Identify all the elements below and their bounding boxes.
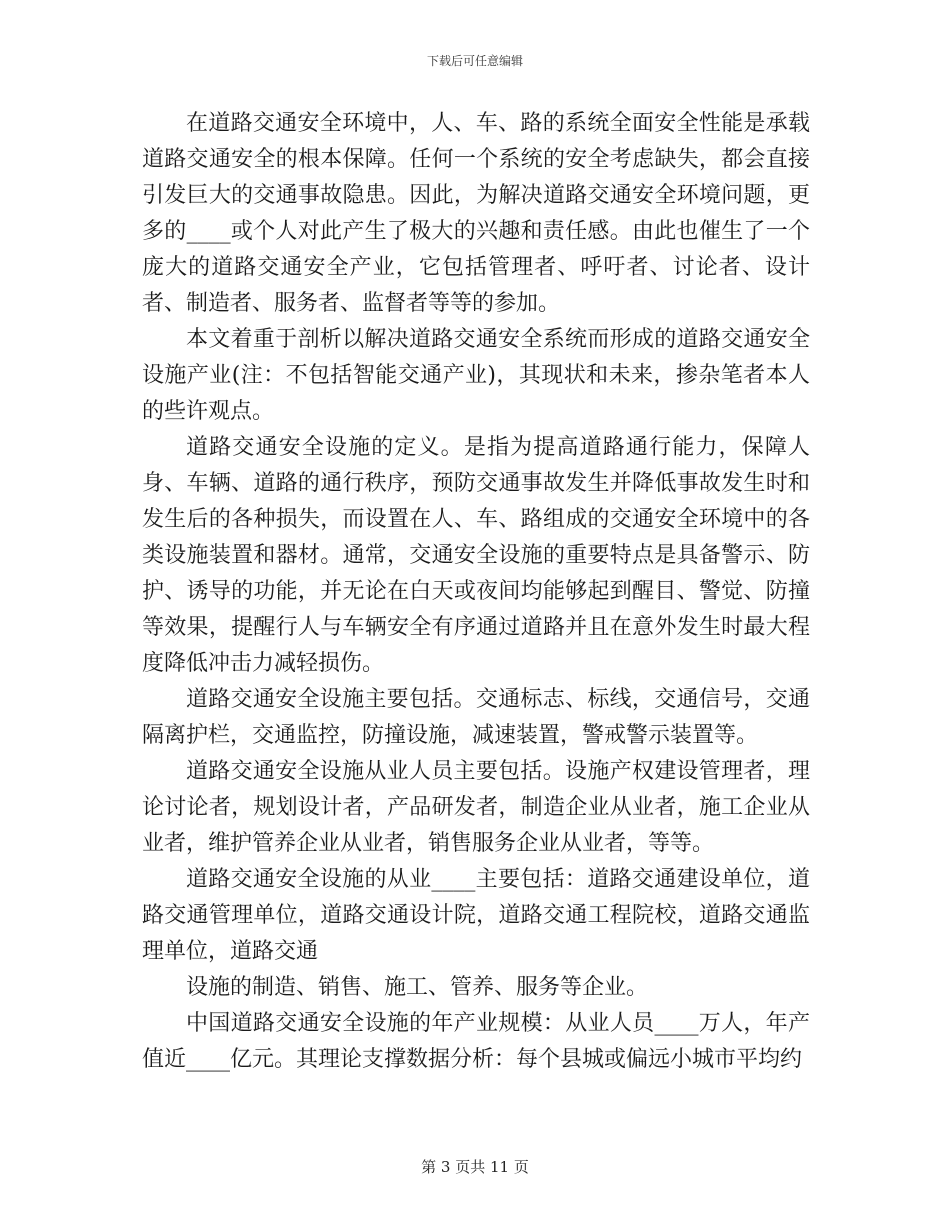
paragraph-intro: 在道路交通安全环境中，人、车、路的系统全面安全性能是承载道路交通安全的根本保障。任何一个系统的安全考虑缺失，都会直接引发巨大的交通事故隐患。因此，为解决道路交通安全环境问题，更多的____或个人对此产生了极大的兴趣和责任感。由此也催生了一个庞大的道路交通安全产业，它包括管理者、呼吁者、讨论者、设计者、制造者、服务者、监督者等等的参加。: [142, 111, 810, 316]
paragraph-units: 道路交通安全设施的从业____主要包括：道路交通建设单位，道路交通管理单位，道路交通设计院，道路交通工程院校，道路交通监理单位，道路交通: [142, 867, 810, 964]
page-header: 下载后可任意编辑: [426, 54, 523, 68]
paragraph-scale: 中国道路交通安全设施的年产业规模：从业人员____万人，年产值近____亿元。其理论支撑数据分析：每个县城或偏远小城市平均约: [142, 1011, 810, 1072]
paragraph-enterprises: 设施的制造、销售、施工、管养、服务等企业。: [186, 975, 649, 1000]
paragraph-facilities: 道路交通安全设施主要包括。交通标志、标线，交通信号，交通隔离护栏，交通监控，防撞设施，减速装置，警戒警示装置等。: [142, 687, 810, 748]
paragraph-definition: 道路交通安全设施的定义。是指为提高道路通行能力，保障人身、车辆、道路的通行秩序，预防交通事故发生并降低事故发生时和发生后的各种损失，而设置在人、车、路组成的交通安全环境中的各类设施装置和器材。通常，交通安全设施的重要特点是具备警示、防护、诱导的功能，并无论在白天或夜间均能够起到醒目、警觉、防撞等效果，提醒行人与车辆安全有序通过道路并且在意外发生时最大程度降低冲击力减轻损伤。: [142, 435, 810, 676]
document-body: [142, 106, 810, 1078]
page-footer: 第 3 页共 11 页: [421, 1158, 529, 1176]
paragraph-scope: 本文着重于剖析以解决道路交通安全系统而形成的道路交通安全设施产业(注：不包括智能交通产业)，其现状和未来，掺杂笔者本人的些许观点。: [142, 327, 810, 424]
paragraph-personnel: 道路交通安全设施从业人员主要包括。设施产权建设管理者，理论讨论者，规划设计者，产品研发者，制造企业从业者，施工企业从业者，维护管养企业从业者，销售服务企业从业者，等等。: [142, 759, 810, 856]
